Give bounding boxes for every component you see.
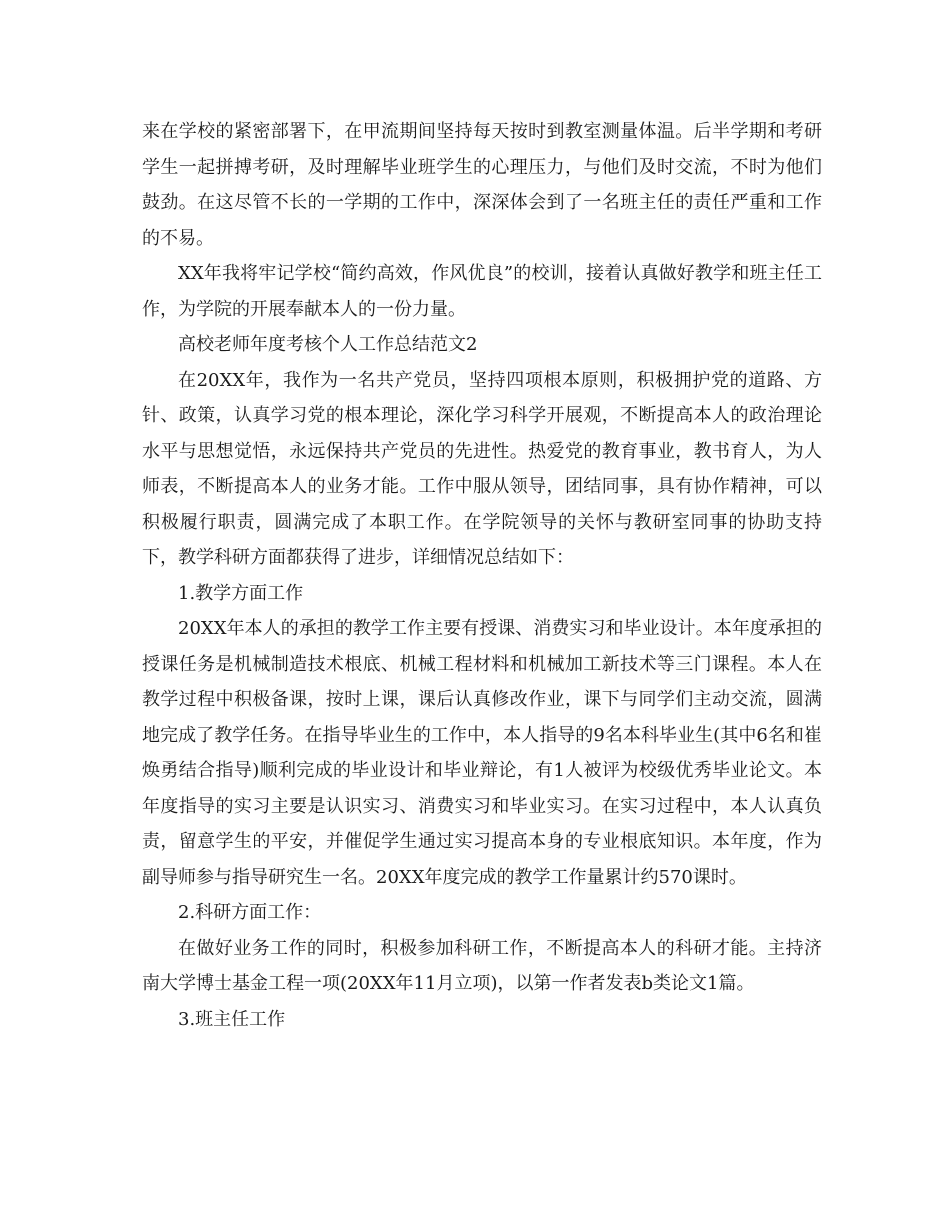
- subheading-class-teacher: 3.班主任工作: [178, 1008, 286, 1030]
- document-body: [142, 114, 822, 1037]
- subheading-research: 2.科研方面工作：: [178, 902, 322, 923]
- paragraph-5: 在做好业务工作的同时，积极参加科研工作，不断提高本人的科研才能。主持济南大学博士基金工程一项(20XX年11月立项)，以第一作者发表b类论文1篇。: [142, 937, 822, 994]
- paragraph-1: 来在学校的紧密部署下，在甲流期间坚持每天按时到教室测量体温。后半学期和考研学生一起拼搏考研，及时理解毕业班学生的心理压力，与他们及时交流，不时为他们鼓劲。在这尽管不长的一学期的工作中，深深体会到了一名班主任的责任严重和工作的不易。: [142, 121, 822, 249]
- section-title: 高校老师年度考核个人工作总结范文2: [178, 334, 478, 355]
- paragraph-4: 20XX年本人的承担的教学工作主要有授课、消费实习和毕业设计。本年度承担的授课任务是机械制造技术根底、机械工程材料和机械加工新技术等三门课程。本人在教学过程中积极备课，按时上课，课后认真修改作业，课下与同学们主动交流，圆满地完成了教学任务。在指导毕业生的工作中，本人指导的9名本科毕业生(其中6名和崔焕勇结合指导)顺利完成的毕业设计和毕业辩论，有1人被评为校级优秀毕业论文。本年度指导的实习主要是认识实习、消费实习和毕业实习。在实习过程中，本人认真负责，留意学生的平安，并催促学生通过实习提高本身的专业根底知识。本年度，作为副导师参与指导研究生一名。20XX年度完成的教学工作量累计约570课时。: [142, 618, 822, 888]
- subheading-teaching: 1.教学方面工作: [178, 582, 304, 604]
- paragraph-2: XX年我将牢记学校“简约高效，作风优良”的校训，接着认真做好教学和班主任工作，为学院的开展奉献本人的一份力量。: [142, 263, 822, 320]
- paragraph-3: 在20XX年，我作为一名共产党员，坚持四项根本原则，积极拥护党的道路、方针、政策，认真学习党的根本理论，深化学习科学开展观，不断提高本人的政治理论水平与思想觉悟，永远保持共产党员的先进性。热爱党的教育事业，教书育人，为人师表，不断提高本人的业务才能。工作中服从领导，团结同事，具有协作精神，可以积极履行职责，圆满完成了本职工作。在学院领导的关怀与教研室同事的协助支持下，教学科研方面都获得了进步，详细情况总结如下：: [142, 369, 822, 568]
